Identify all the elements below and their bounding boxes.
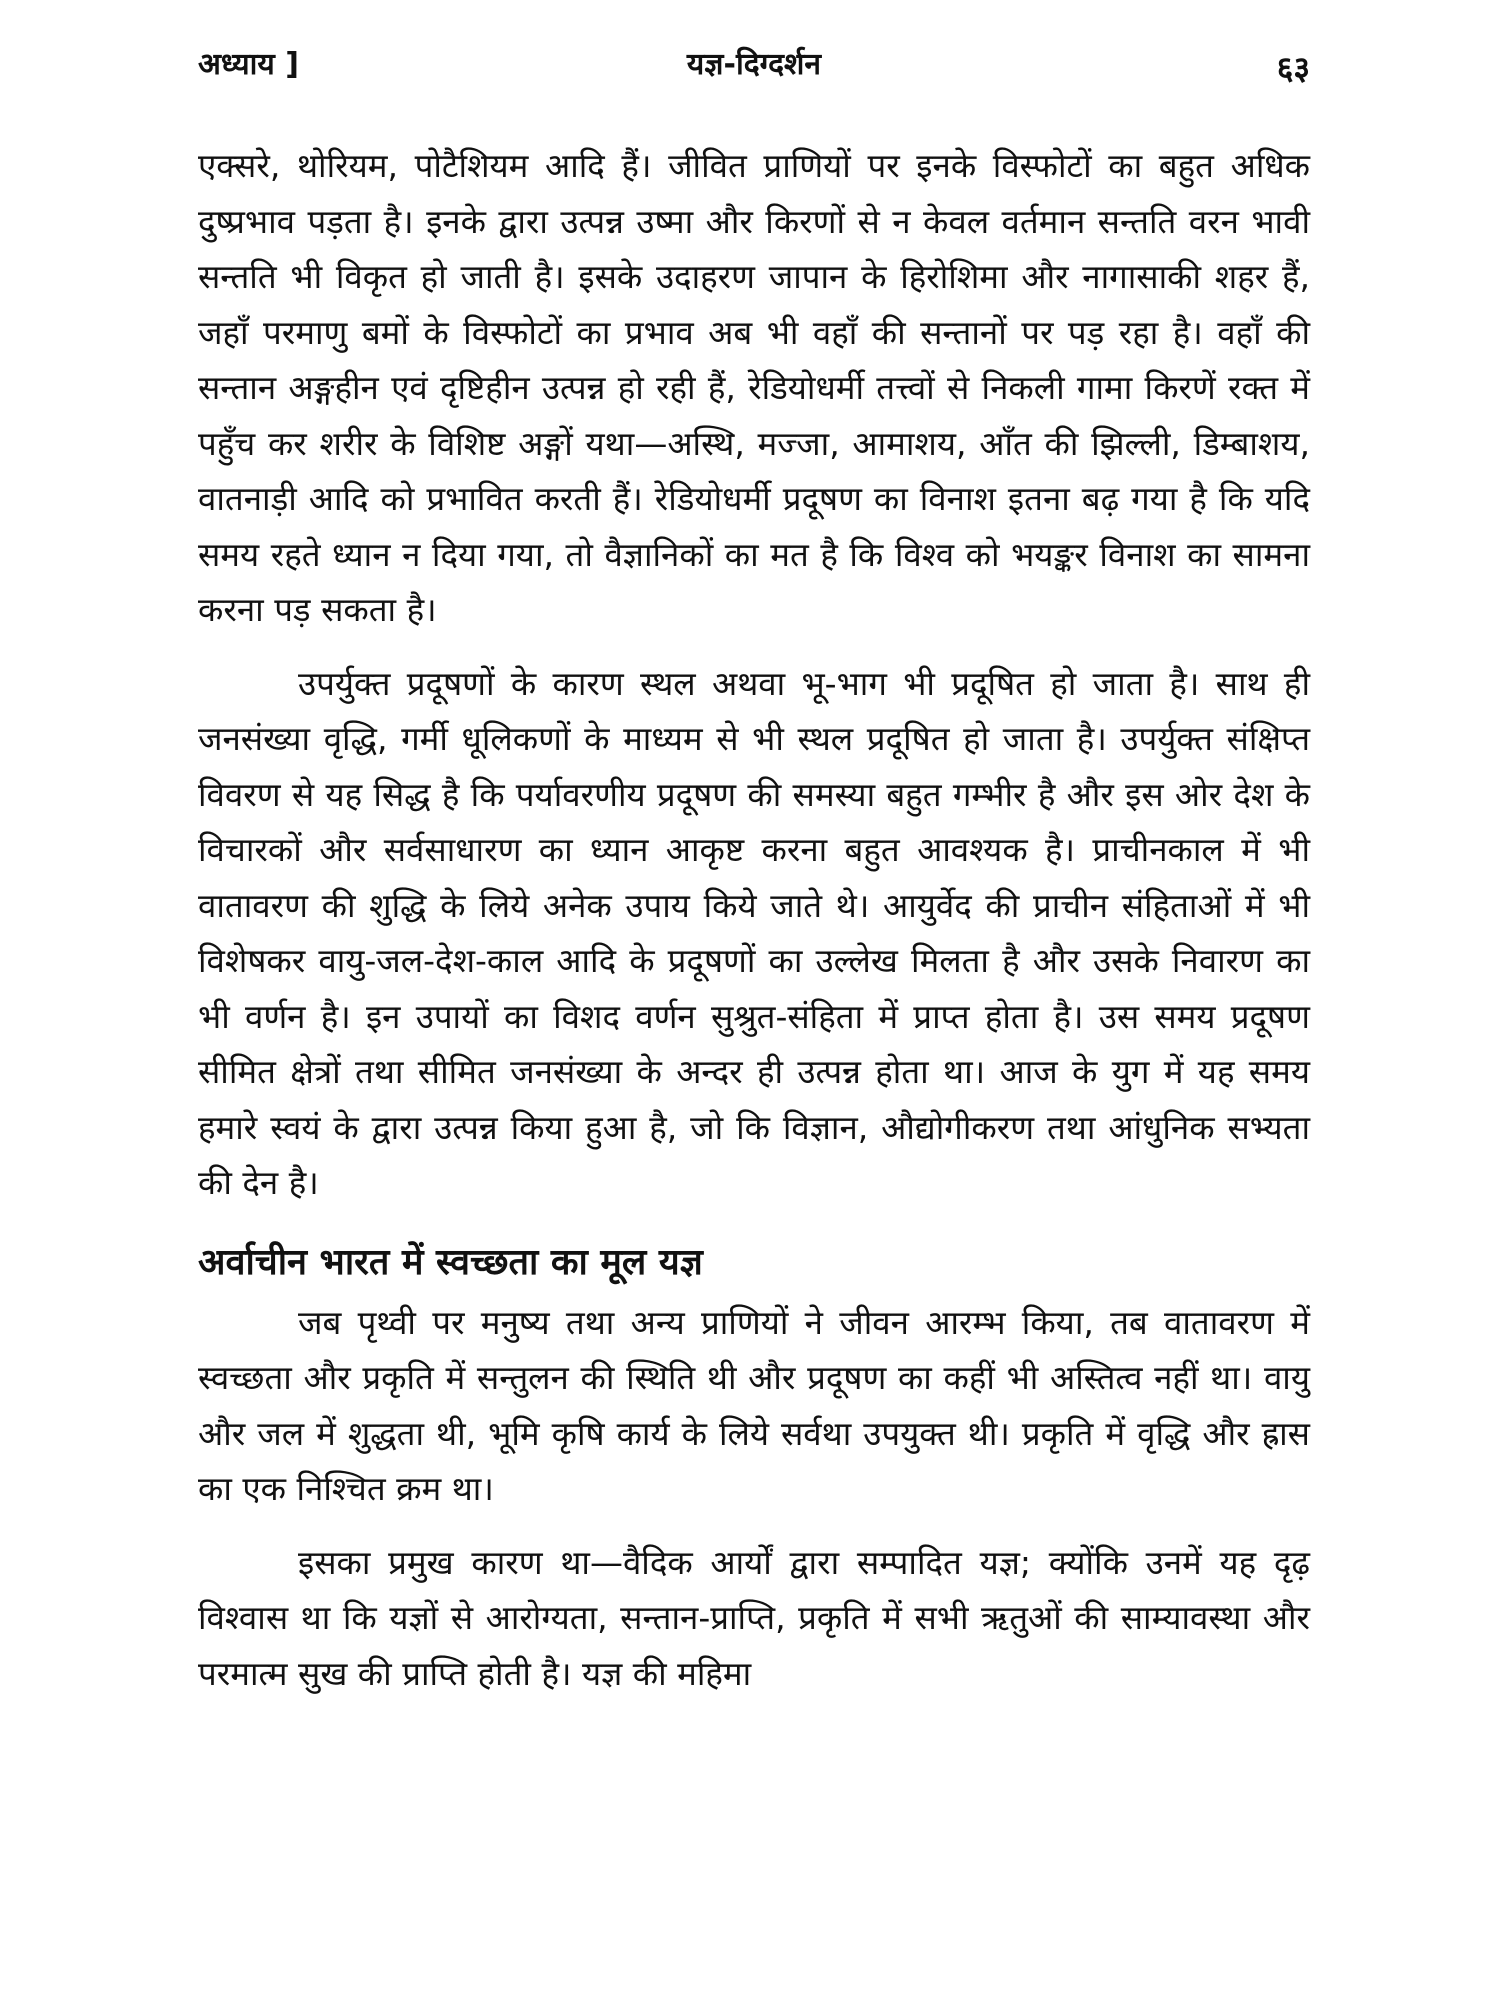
chapter-label: अध्याय ]: [198, 47, 299, 82]
paragraph-vedic-yajna: इसका प्रमुख कारण था—वैदिक आर्यों द्वारा सम्पादित यज्ञ; क्योंकि उनमें यह दृढ़ विश्वास था कि यज्ञों से आरोग्यता, सन्तान-प्राप्ति, प्रकृति में सभी ऋतुओं की साम्यावस्था और परमात्म सुख की प्राप्ति होती है। यज्ञ की महिमा: [198, 1542, 1310, 1693]
page-header: [198, 42, 1310, 102]
page-body: [198, 138, 1310, 1701]
paragraph-radioactive-pollution: एक्सरे, थोरियम, पोटैशियम आदि हैं। जीवित प्राणियों पर इनके विस्फोटों का बहुत अधिक दुष्प्रभाव पड़ता है। इनके द्वारा उत्पन्न उष्मा और किरणों से न केवल वर्तमान सन्तति वरन भावी सन्तति भी विकृत हो जाती है। इसके उदाहरण जापान के हिरोशिमा और नागासाकी शहर हैं, जहाँ परमाणु बमों के विस्फोटों का प्रभाव अब भी वहाँ की सन्तानों पर पड़ रहा है। वहाँ की सन्तान अङ्गहीन एवं दृष्टिहीन उत्पन्न हो रही हैं, रेडियोधर्मी तत्त्वों से निकली गामा किरणें रक्त में पहुँच कर शरीर के विशिष्ट अङ्गों यथा—अस्थि, मज्जा, आमाशय, आँत की झिल्ली, डिम्बाशय, वातनाड़ी आदि को प्रभावित करती हैं। रेडियोधर्मी प्रदूषण का विनाश इतना बढ़ गया है कि यदि समय रहते ध्यान न दिया गया, तो वैज्ञानिकों का मत है कि विश्व को भयङ्कर विनाश का सामना करना पड़ सकता है।: [198, 146, 1310, 629]
paragraph-ancient-environment: जब पृथ्वी पर मनुष्य तथा अन्य प्राणियों ने जीवन आरम्भ किया, तब वातावरण में स्वच्छता और प्रकृति में सन्तुलन की स्थिति थी और प्रदूषण का कहीं भी अस्तित्व नहीं था। वायु और जल में शुद्धता थी, भूमि कृषि कार्य के लिये सर्वथा उपयुक्त थी। प्रकृति में वृद्धि और ह्रास का एक निश्चित क्रम था।: [198, 1302, 1310, 1508]
paragraph-land-pollution: उपर्युक्त प्रदूषणों के कारण स्थल अथवा भू-भाग भी प्रदूषित हो जाता है। साथ ही जनसंख्या वृद्धि, गर्मी धूलिकणों के माध्यम से भी स्थल प्रदूषित हो जाता है। उपर्युक्त संक्षिप्त विवरण से यह सिद्ध है कि पर्यावरणीय प्रदूषण की समस्या बहुत गम्भीर है और इस ओर देश के विचारकों और सर्वसाधारण का ध्यान आकृष्ट करना बहुत आवश्यक है। प्राचीनकाल में भी वातावरण की शुद्धि के लिये अनेक उपाय किये जाते थे। आयुर्वेद की प्राचीन संहिताओं में भी विशेषकर वायु-जल-देश-काल आदि के प्रदूषणों का उल्लेख मिलता है और उसके निवारण का भी वर्णन है। इन उपायों का विशद वर्णन सुश्रुत-संहिता में प्राप्त होता है। उस समय प्रदूषण सीमित क्षेत्रों तथा सीमित जनसंख्या के अन्दर ही उत्पन्न होता था। आज के युग में यह समय हमारे स्वयं के द्वारा उत्पन्न किया हुआ है, जो कि विज्ञान, औद्योगीकरण तथा आंधुनिक सभ्यता की देन है।: [198, 663, 1310, 1202]
section-heading: अर्वाचीन भारत में स्वच्छता का मूल यज्ञ: [198, 1241, 703, 1283]
page-number: ६३: [1276, 49, 1310, 87]
running-title: यज्ञ-दिग्दर्शन: [686, 47, 822, 82]
